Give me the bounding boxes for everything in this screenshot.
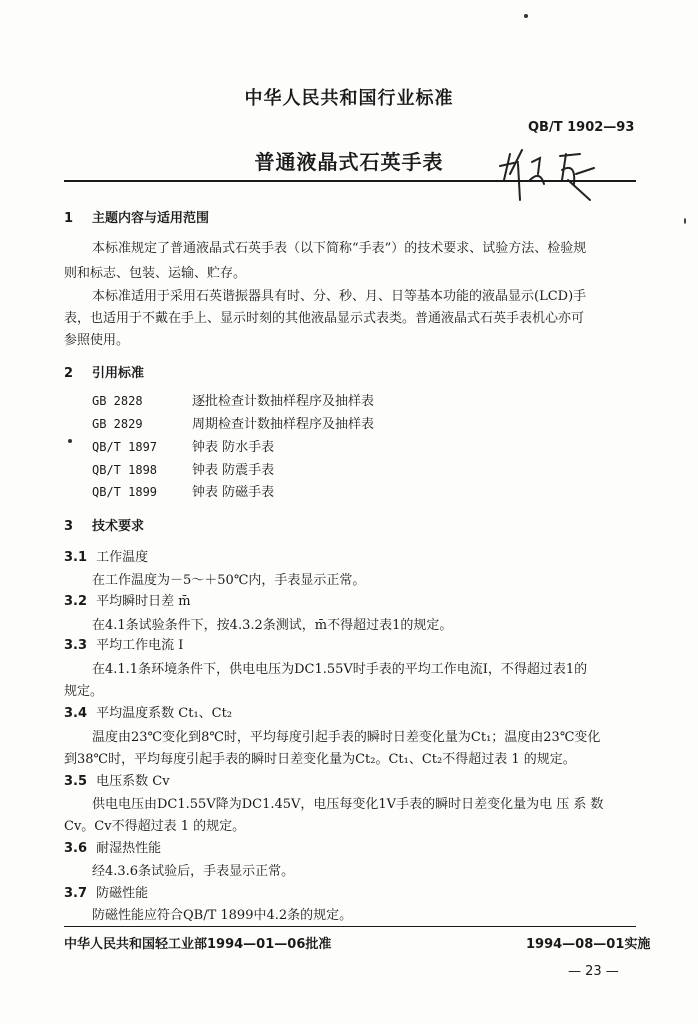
clause-number: 3.2: [64, 594, 88, 609]
clause-number: 3.5: [64, 774, 88, 789]
clause-number: 3.1: [64, 550, 88, 565]
clause-text: 在4.1.1条环境条件下，供电电压为DC1.55V时手表的平均工作电流I，不得超过表1的: [92, 662, 588, 677]
reference-title: 周期检查计数抽样程序及抽样表: [192, 417, 375, 432]
scan-speck: [524, 14, 528, 18]
clause-heading: [64, 590, 191, 609]
reference-code: GB 2828: [92, 394, 143, 408]
reference-code: GB 2829: [92, 417, 143, 431]
clause-title: 耐湿热性能: [96, 841, 162, 856]
clause-text: 温度由23℃变化到8℃时，平均每度引起手表的瞬时日差变化量为Ct₁；温度由23℃变化: [92, 730, 601, 745]
implementation-date: 1994—08—01实施: [526, 937, 651, 952]
reference-item: [92, 459, 274, 478]
clause-title: 防磁性能: [96, 886, 149, 901]
section-number: 2: [64, 366, 74, 381]
section-title: 引用标准: [92, 366, 145, 381]
reference-title: 钟表 防磁手表: [192, 485, 275, 500]
clause-number: 3.6: [64, 841, 88, 856]
approval-line: 中华人民共和国轻工业部1994—01—06批准: [64, 937, 332, 952]
clause-number: 3.4: [64, 706, 88, 721]
clause-title: 工作温度: [96, 550, 149, 565]
paragraph-line: 本标准规定了普通液晶式石英手表（以下简称“手表”）的技术要求、试验方法、检验规: [92, 241, 587, 256]
clause-heading: [64, 837, 161, 856]
clause-text: Cv。Cv不得超过表 1 的规定。: [64, 819, 246, 834]
section-heading: [64, 362, 144, 381]
paragraph-line: 则和标志、包装、运输、贮存。: [64, 266, 247, 281]
clause-title: 平均瞬时日差 m̄: [96, 594, 191, 609]
clause-number: 3.7: [64, 886, 88, 901]
paragraph-line: 参照使用。: [64, 333, 130, 348]
header-rule: [64, 180, 636, 182]
section-heading: [64, 515, 144, 534]
clause-text: 防磁性能应符合QB/T 1899中4.2条的规定。: [92, 908, 353, 923]
clause-title: 平均温度系数 Ct₁、Ct₂: [96, 706, 233, 721]
clause-heading: [64, 634, 183, 653]
clause-text: 到38℃时，平均每度引起手表的瞬时日差变化量为Ct₂。Ct₁、Ct₂不得超过表 1 的规定。: [64, 752, 576, 767]
footer-rule: [64, 926, 636, 927]
clause-text: 规定。: [64, 684, 104, 699]
clause-text: 经4.3.6条试验后，手表显示正常。: [92, 864, 295, 879]
section-number: 3: [64, 519, 74, 534]
clause-text: 在工作温度为－5～＋50℃内，手表显示正常。: [92, 573, 366, 588]
reference-code: QB/T 1898: [92, 463, 158, 477]
page-number: — 23 —: [568, 964, 619, 979]
section-title: 主题内容与适用范围: [92, 211, 210, 226]
paragraph-line: 表，也适用于不戴在手上、显示时刻的其他液晶显示式表类。普通液晶式石英手表机心亦可: [64, 311, 585, 326]
reference-title: 钟表 防震手表: [192, 463, 275, 478]
clause-heading: [64, 702, 232, 721]
clause-title: 电压系数 Cv: [96, 774, 170, 789]
reference-item: [92, 436, 274, 455]
clause-heading: [64, 546, 148, 565]
clause-title: 平均工作电流 I: [96, 638, 184, 653]
clause-heading: [64, 882, 148, 901]
clause-number: 3.3: [64, 638, 88, 653]
section-title: 技术要求: [92, 519, 145, 534]
handwritten-signature: [496, 140, 606, 210]
document-title: 普通液晶式石英手表: [254, 150, 444, 174]
scan-speck: [68, 439, 72, 443]
section-number: 1: [64, 211, 74, 226]
clause-text: 在4.1条试验条件下，按4.3.2条测试，m̄不得超过表1的规定。: [92, 618, 453, 633]
reference-item: [92, 413, 374, 432]
paragraph-line: 本标准适用于采用石英谐振器具有时、分、秒、月、日等基本功能的液晶显示(LCD)手: [92, 289, 587, 304]
scan-speck: [684, 218, 686, 224]
standard-code: QB/T 1902—93: [528, 120, 635, 135]
reference-title: 逐批检查计数抽样程序及抽样表: [192, 394, 375, 409]
reference-code: QB/T 1897: [92, 440, 158, 454]
clause-text: 供电电压由DC1.55V降为DC1.45V，电压每变化1V手表的瞬时日差变化量为电 压 系 数: [92, 797, 604, 812]
reference-item: [92, 390, 374, 409]
clause-heading: [64, 770, 170, 789]
reference-item: [92, 481, 274, 500]
reference-code: QB/T 1899: [92, 485, 158, 499]
issuing-organization: 中华人民共和国行业标准: [244, 88, 454, 109]
section-heading: [64, 207, 209, 226]
reference-title: 钟表 防水手表: [192, 440, 275, 455]
